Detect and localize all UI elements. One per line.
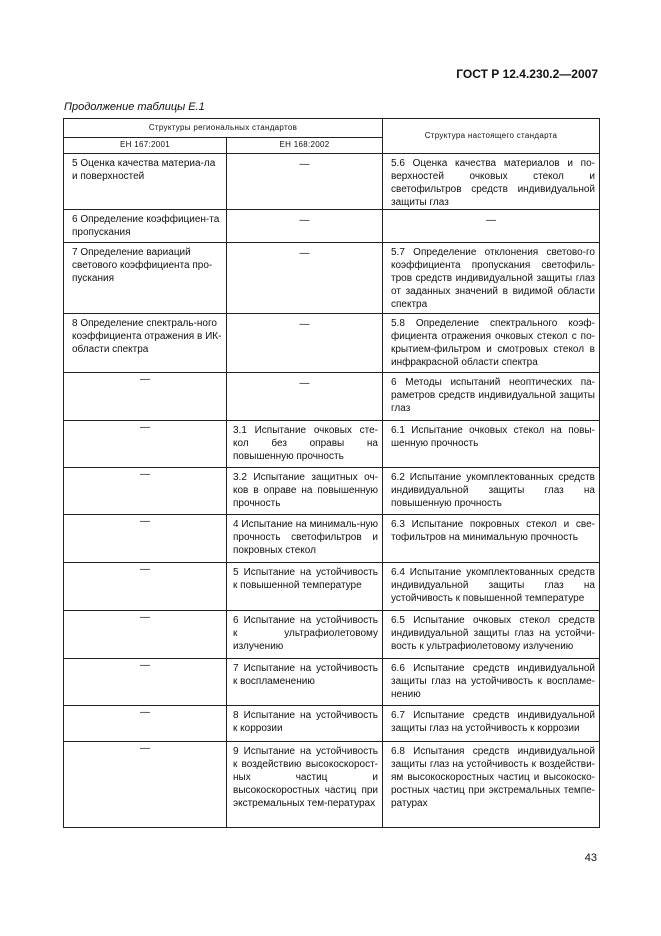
en168-header: ЕН 168:2002 xyxy=(227,138,383,154)
en167-cell: 6 Определение коэффициен-та пропускания xyxy=(72,214,220,238)
en167-cell: — xyxy=(140,516,150,527)
en168-cell: — xyxy=(299,378,310,389)
table-row xyxy=(64,742,600,828)
table-row xyxy=(64,706,600,742)
en167-cell: 5 Оценка качества материа-ла и поверхностей xyxy=(72,158,216,182)
current-standard-cell: 6.7 Испытание средств индивидуальной защиты глаз на устойчивость к коррозии xyxy=(391,710,595,734)
page-number: 43 xyxy=(584,852,597,864)
table-row xyxy=(64,611,600,659)
table-row xyxy=(64,563,600,611)
en167-cell: 8 Определение спектраль-ного коэффициента отражения в ИК-области спектра xyxy=(72,318,222,355)
table-row xyxy=(64,243,600,314)
current-standard-header: Структура настоящего стандарта xyxy=(383,119,600,154)
table-row xyxy=(64,659,600,706)
table-row xyxy=(64,515,600,563)
table-row xyxy=(64,314,600,373)
en168-cell: 7 Испытание на устойчивость к воспламенению xyxy=(233,663,378,687)
current-standard-cell: 6.6 Испытание средств индивидуальной защиты глаз на устойчивость к воспламе-нению xyxy=(391,663,595,700)
document-standard-code: ГОСТ Р 12.4.230.2—2007 xyxy=(456,67,598,81)
correspondence-table xyxy=(63,118,600,828)
en168-cell: 3.2 Испытание защитных оч-ков в оправе на повышенную прочность xyxy=(233,472,378,509)
table-row xyxy=(64,468,600,515)
current-standard-cell: 6.4 Испытание укомплектованных средств индивидуальной защиты глаз на устойчивость к повышенной температуре xyxy=(391,567,595,604)
current-standard-cell: 6.1 Испытание очковых стекол на повы-шенную прочность xyxy=(391,425,595,449)
table-row xyxy=(64,373,600,421)
current-standard-cell: 5.8 Определение спектрального коэф-фициента отражения очковых стекол с по-крытием-фильтром и смотровых стекол в инфракрасной области спектра xyxy=(391,318,595,368)
table-row xyxy=(64,154,600,210)
en167-cell: — xyxy=(140,374,150,385)
en168-cell: 6 Испытание на устойчивость к ультрафиолетовому излучению xyxy=(233,615,378,652)
regional-standards-header: Структуры региональных стандартов xyxy=(64,119,383,138)
en167-cell: — xyxy=(140,707,150,718)
en168-cell: — xyxy=(299,159,310,170)
table-row xyxy=(64,421,600,468)
current-standard-cell: 6.3 Испытание покровных стекол и све-тофильтров на минимальную прочность xyxy=(391,519,595,543)
current-standard-cell: 5.7 Определение отклонения светово-го коэффициента пропускания светофиль-тров средств индивидуальной защиты глаз от заданных значений в видимой области спектра xyxy=(391,247,595,310)
en168-cell: — xyxy=(299,215,310,226)
en167-cell: — xyxy=(140,564,150,575)
current-standard-cell: 6.8 Испытания средств индивидуальной защиты глаз на устойчивость к воздействи-ям высокоскоростных частиц и высокоско-ростных частиц при экстремальных темпе-ратурах xyxy=(391,746,595,809)
en167-header: ЕН 167:2001 xyxy=(64,138,227,154)
en167-cell: — xyxy=(140,660,150,671)
en167-cell: — xyxy=(140,422,150,433)
en168-cell: 8 Испытание на устойчивость к коррозии xyxy=(233,710,378,734)
en168-cell: — xyxy=(299,319,310,330)
en168-cell: 5 Испытание на устойчивость к повышенной температуре xyxy=(233,567,378,591)
en168-cell: — xyxy=(299,248,310,259)
en168-cell: 3.1 Испытание очковых сте-кол без оправы на повышенную прочность xyxy=(233,425,378,462)
current-standard-cell: 5.6 Оценка качества материалов и по-верхностей очковых стекол и светофильтров средств индивидуальной защиты глаз xyxy=(391,158,595,208)
en167-cell: — xyxy=(140,469,150,480)
current-standard-cell: 6.2 Испытание укомплектованных средств индивидуальной защиты глаз на повышенную прочность xyxy=(391,472,595,509)
en167-cell: 7 Определение вариаций светового коэффициента про-пускания xyxy=(72,247,213,284)
en167-cell: — xyxy=(140,612,150,623)
en168-cell: 4 Испытание на минималь-ную прочность светофильтров и покровных стекол xyxy=(233,519,378,556)
table-continuation-label: Продолжение таблицы Е.1 xyxy=(64,101,205,113)
current-standard-cell: 6 Методы испытаний неоптических па-раметров средств индивидуальной защиты глаз xyxy=(391,377,595,414)
current-standard-cell: 6.5 Испытание очковых стекол средств индивидуальной защиты глаз на устойчи-вость к ультрафиолетовому излучению xyxy=(391,615,595,652)
current-standard-cell: — xyxy=(486,215,496,226)
table-row xyxy=(64,210,600,243)
en167-cell: — xyxy=(140,743,150,754)
en168-cell: 9 Испытание на устойчивость к воздействию высокоскорост-ных частиц и высокоскоростных частиц при экстремальных тем-пературах xyxy=(233,746,378,809)
